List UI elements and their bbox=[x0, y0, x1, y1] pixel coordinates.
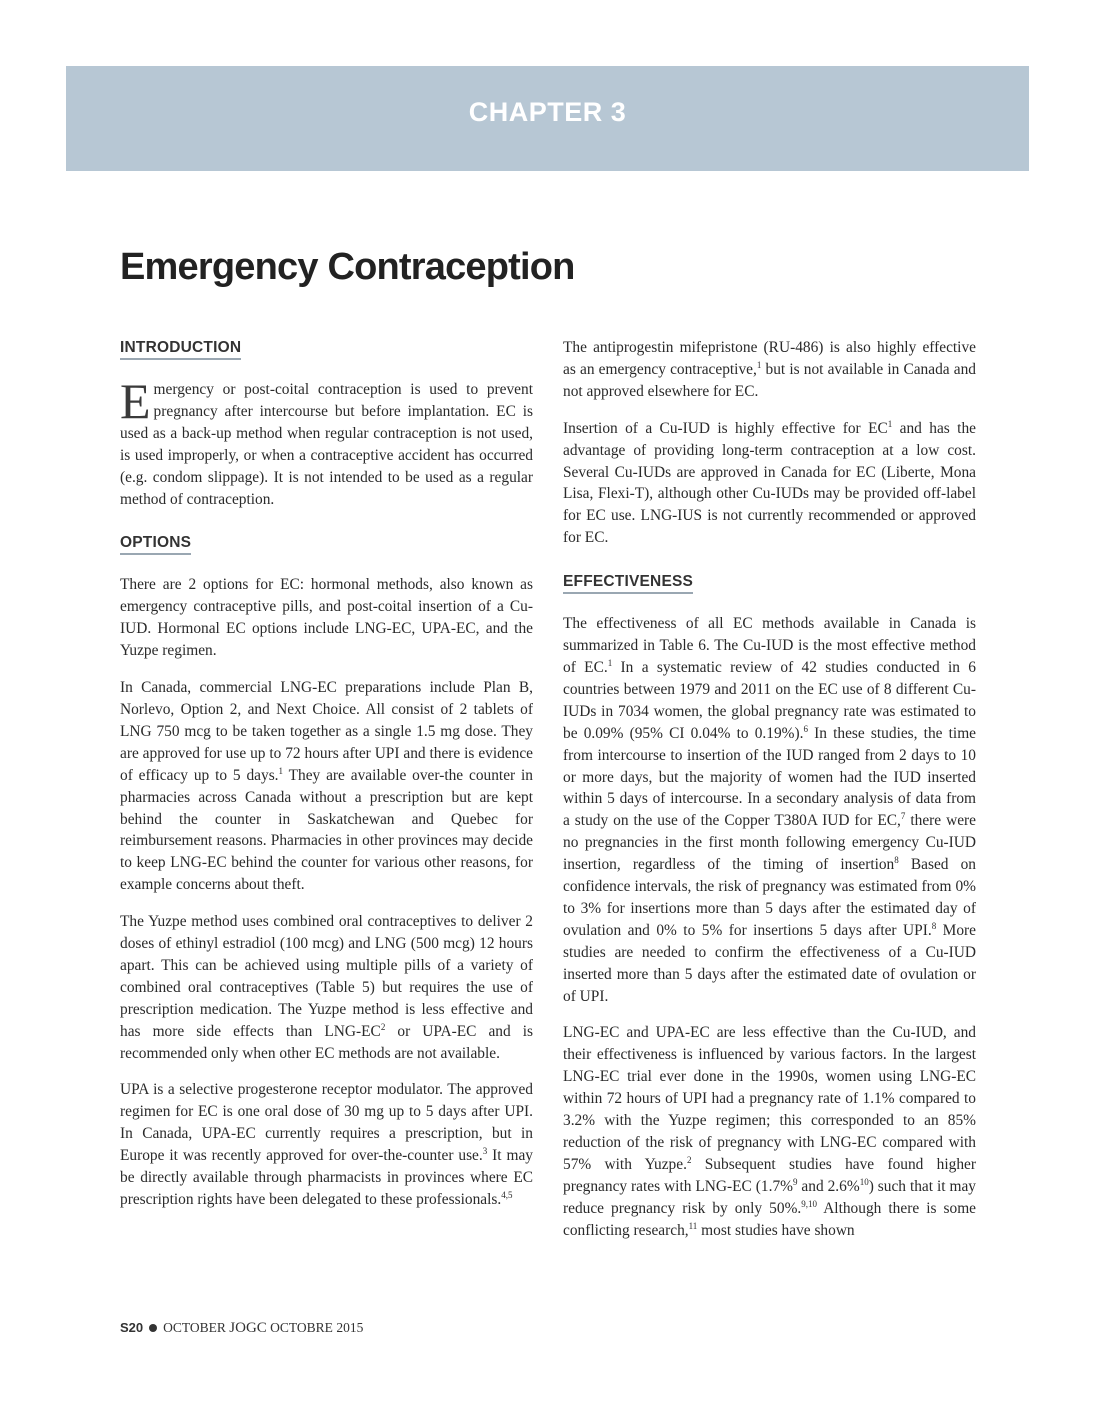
options-paragraph-6: Insertion of a Cu-IUD is highly effective for $EC^1$ and has the advantage of providing long-term contraception at a low cost. Several Cu-IUDs are approved in Canada for EC (Liberte, Mona Lisa, Flexi-T), although other Cu-IUDs may be provided off-label for EC use. LNG-IUS is not currently recommended or approved for EC. bbox=[563, 418, 976, 547]
options-paragraph-3: The Yuzpe method uses combined oral contraceptives to deliver 2 doses of ethinyl estradiol (100 mcg) and LNG (500 mcg) 12 hours apart. This can be achieved using multiple pills of a variety of combined oral contraceptives (Table 5) but requires the use of prescription medication. The Yuzpe method is less effective and has more side effects than LNG-$EC^2$ or UPA-EC and is recommended only when other EC methods are not available. bbox=[120, 913, 533, 1062]
footer-year: 2015 bbox=[336, 1320, 364, 1335]
options-paragraph-2: In Canada, commercial LNG-EC preparations include Plan B, Norlevo, Option 2, and Next Choice. All consist of 2 tablets of LNG 750 mcg to be taken together as a single 1.5 mg dose. They are approved for use up to 72 hours after UPI and there is evidence of efficacy up to 5 days.$^1$ They are available over-the counter in pharmacies across Canada without a prescription but are kept behind the counter in Saskatchewan and Quebec for reimbursement reasons. Pharmacies in other provinces may decide to keep LNG-EC behind the counter for various other reasons, for example concerns about theft. bbox=[120, 679, 533, 894]
options-paragraph-5: The antiprogestin mifepristone (RU-486) is also highly effective as an emergency contraceptive,$^1$ but is not available in Canada and not approved elsewhere for EC. bbox=[563, 339, 976, 400]
options-paragraph-1: There are 2 options for EC: hormonal methods, also known as emergency contraceptive pills, and post-coital insertion of a Cu-IUD. Hormonal EC options include LNG-EC, UPA-EC, and the Yuzpe regimen. bbox=[120, 576, 533, 660]
article-title: Emergency Contraception bbox=[120, 246, 575, 288]
options-heading: OPTIONS bbox=[120, 534, 191, 555]
footer-month-fr: OCTOBRE bbox=[270, 1320, 333, 1335]
chapter-label: CHAPTER 3 bbox=[468, 97, 627, 127]
footer-month: OCTOBER bbox=[163, 1320, 226, 1335]
page-number: S20 bbox=[120, 1320, 144, 1335]
introduction-heading: INTRODUCTION bbox=[120, 339, 241, 360]
effectiveness-paragraph-2: LNG-EC and UPA-EC are less effective than the Cu-IUD, and their effectiveness is influenced by various factors. In the largest LNG-EC trial ever done in the 1990s, women using LNG-EC within 72 hours of UPI had a pregnancy rate of 1.1% compared to 3.2% with the Yuzpe regimen; this corresponded to an 85% reduction of the risk of pregnancy with LNG-EC compared with 57% with Yuzpe.$^2$ Subsequent studies have found higher pregnancy rates with LNG-EC (1.7%$^9$ and 2.6%$^{10}$) such that it may reduce pregnancy risk by only 50%.$^{9,10}$ Although there is some conflicting research,$^{11}$ most studies have shown bbox=[563, 1024, 976, 1239]
introduction-paragraph: Emergency or post-coital contraception is used to prevent pregnancy after intercourse but before implantation. EC is used as a back-up method when regular contraception is not used, is used improperly, or when a contraceptive accident has occurred (e.g. condom slippage). It is not intended to be used as a regular method of contraception. bbox=[120, 373, 533, 508]
right-column bbox=[563, 337, 976, 1257]
options-paragraph-4: UPA is a selective progesterone receptor modulator. The approved regimen for EC is one oral dose of 30 mg up to 5 days after UPI. In Canada, UPA-EC currently requires a prescription, but in Europe it was recently approved for over-the-counter use.$^3$ It may be directly available through pharmacists in provinces where EC prescription rights have been delegated to these professionals.$^{4,5}$ bbox=[120, 1081, 533, 1208]
drop-cap: E bbox=[120, 373, 151, 429]
journal-name: JOGC bbox=[229, 1320, 267, 1336]
effectiveness-paragraph-1: The effectiveness of all EC methods available in Canada is summarized in Table 6. The Cu-IUD is the most effective method of EC.$^1$ In a systematic review of 42 studies conducted in 6 countries between 1979 and 2011 on the EC use of 8 different Cu-IUDs in 7034 women, the global pregnancy rate was estimated to be 0.09% (95% CI 0.04% to 0.19%).$^6$ In these studies, the time from intercourse to insertion of the IUD ranged from 2 days to 10 or more days, but the majority of women had the IUD inserted within 5 days of intercourse. In a secondary analysis of data from a study on the use of the Copper T380A IUD for EC,$^7$ there were no pregnancies in the first month following emergency Cu-IUD insertion, regardless of the timing of insertion$^8$ Based on confidence intervals, the risk of pregnancy was estimated from 0% to 3% for insertions more than 5 days after the estimated day of ovulation and 0% to 5% for insertions 5 days after UPI.$^8$ More studies are needed to confirm the effectiveness of a Cu-IUD inserted more than 5 days after the estimated date of ovulation or of UPI. bbox=[563, 615, 977, 1005]
left-column bbox=[120, 337, 533, 1226]
page-footer bbox=[120, 1320, 363, 1337]
bullet-dot-icon bbox=[149, 1324, 157, 1332]
chapter-banner bbox=[66, 66, 1029, 171]
effectiveness-heading: EFFECTIVENESS bbox=[563, 573, 693, 594]
